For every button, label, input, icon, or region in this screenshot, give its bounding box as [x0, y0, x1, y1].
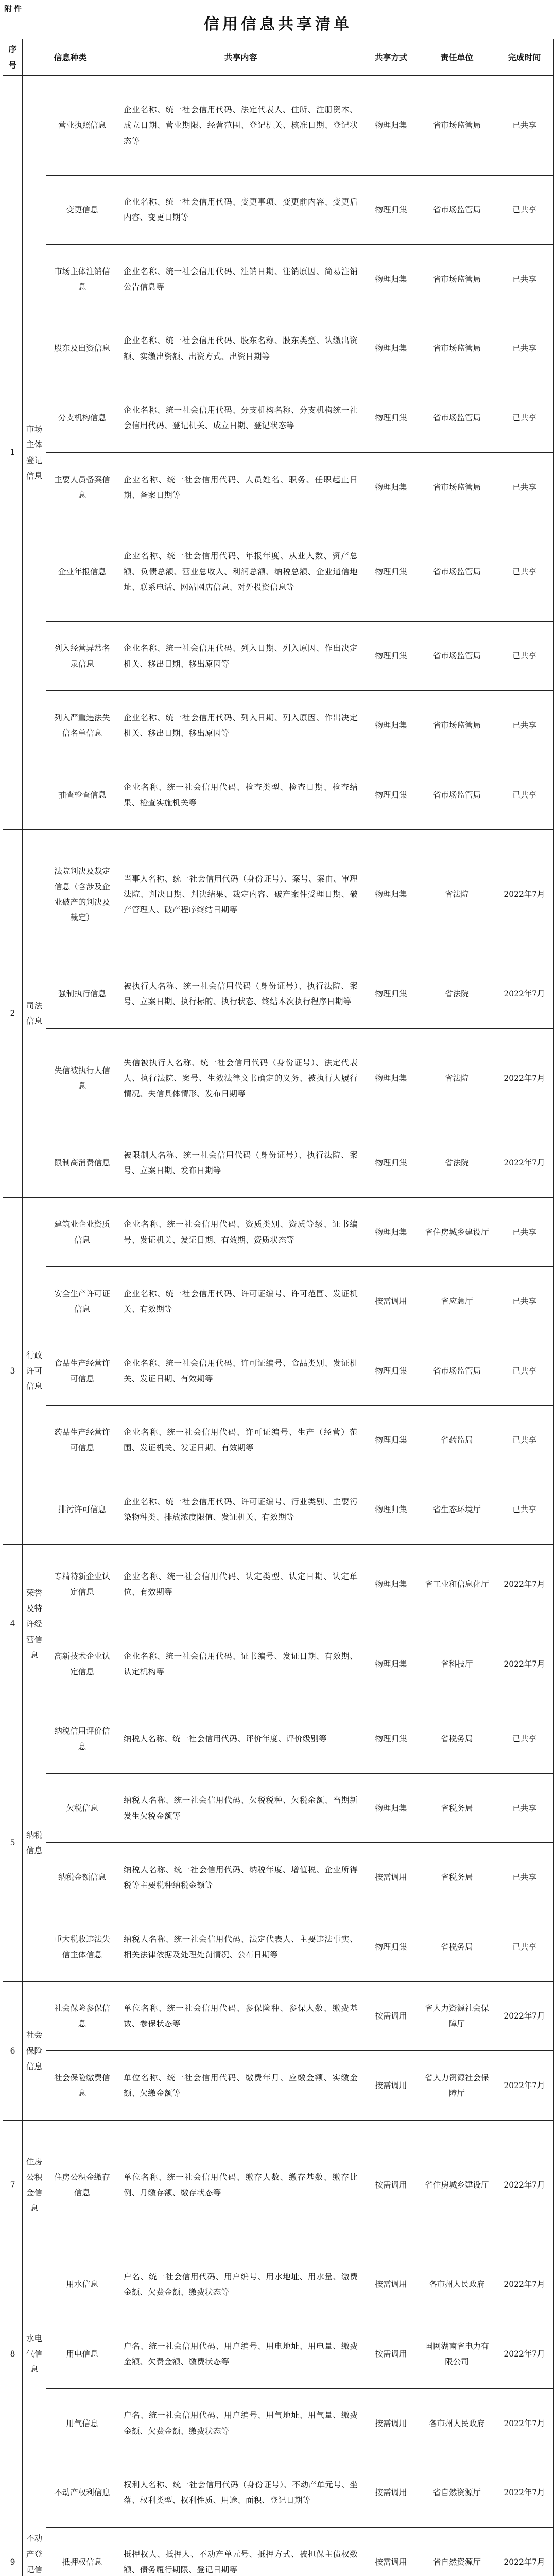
time-cell: 2022年7月: [495, 2120, 554, 2250]
table-row: [3, 1267, 554, 1336]
content-cell: 企业名称、统一社会信用代码、证书编号、发证日期、有效期、认定机构等: [118, 1624, 363, 1704]
header-index: 序号: [3, 39, 23, 76]
method-cell: 物理归集: [363, 1624, 419, 1704]
subcategory-cell: 强制执行信息: [46, 959, 118, 1029]
method-cell: 按需调用: [363, 2319, 419, 2389]
content-cell: 纳税人名称、统一社会信用代码、法定代表人、主要违法事实、相关法律依据及处理处罚情况、公布日期等: [118, 1912, 363, 1982]
time-cell: 已共享: [495, 1475, 554, 1545]
content-cell: 抵押权人、抵押人、不动产单元号、抵押方式、被担保主债权数额、债务履行期限、登记日期等: [118, 2528, 363, 2576]
content-cell: 企业名称、统一社会信用代码、认定类型、认定日期、认定单位、有效期等: [118, 1544, 363, 1624]
table-row: [3, 959, 554, 1029]
time-cell: 已共享: [495, 1197, 554, 1267]
subcategory-cell: 纳税信用评价信息: [46, 1704, 118, 1774]
page-title: 信用信息共享清单: [204, 15, 352, 33]
method-cell: 物理归集: [363, 245, 419, 314]
table-row: [3, 1773, 554, 1843]
subcategory-cell: 分支机构信息: [46, 383, 118, 453]
time-cell: 已共享: [495, 760, 554, 830]
unit-cell: 省人力资源社会保障厅: [419, 2051, 495, 2121]
table-row: [3, 2051, 554, 2121]
subcategory-cell: 股东及出资信息: [46, 314, 118, 383]
appendix-label: 附件: [4, 4, 24, 13]
row-index: 5: [3, 1704, 23, 1981]
header-unit: 责任单位: [419, 39, 495, 76]
method-cell: 物理归集: [363, 383, 419, 453]
content-cell: 企业名称、统一社会信用代码、法定代表人、住所、注册资本、成立日期、营业期限、经营范围、登记机关、核准日期、登记状态等: [118, 76, 363, 175]
time-cell: 2022年7月: [495, 1981, 554, 2051]
category-cell: 住房公积金信息: [23, 2120, 46, 2250]
table-row: [3, 829, 554, 959]
time-cell: 已共享: [495, 76, 554, 175]
subcategory-cell: 社会保险缴费信息: [46, 2051, 118, 2121]
row-index: 4: [3, 1544, 23, 1704]
time-cell: 2022年7月: [495, 2388, 554, 2458]
time-cell: 2022年7月: [495, 2319, 554, 2389]
subcategory-cell: 用水信息: [46, 2250, 118, 2319]
content-cell: 企业名称、统一社会信用代码、许可证编号、生产（经营）范围、发证机关、发证日期、有效期等: [118, 1405, 363, 1475]
subcategory-cell: 建筑业企业资质信息: [46, 1197, 118, 1267]
table-row: [3, 760, 554, 830]
unit-cell: 省自然资源厅: [419, 2528, 495, 2576]
content-cell: 纳税人名称、统一社会信用代码、评价年度、评价级别等: [118, 1704, 363, 1774]
table-row: [3, 1624, 554, 1704]
method-cell: 按需调用: [363, 2120, 419, 2250]
content-cell: 企业名称、统一社会信用代码、人员姓名、职务、任职起止日期、备案日期等: [118, 453, 363, 522]
header-content: 共享内容: [118, 39, 363, 76]
subcategory-cell: 药品生产经营许可信息: [46, 1405, 118, 1475]
subcategory-cell: 用气信息: [46, 2388, 118, 2458]
method-cell: 物理归集: [363, 314, 419, 383]
unit-cell: 国网湖南省电力有限公司: [419, 2319, 495, 2389]
subcategory-cell: 不动产权利信息: [46, 2458, 118, 2528]
subcategory-cell: 安全生产许可证信息: [46, 1267, 118, 1336]
row-index: 1: [3, 76, 23, 829]
unit-cell: 省市场监管局: [419, 691, 495, 760]
method-cell: 物理归集: [363, 1336, 419, 1406]
subcategory-cell: 欠税信息: [46, 1773, 118, 1843]
content-cell: 企业名称、统一社会信用代码、许可证编号、行业类别、主要污染物种类、排放浓度限值、发证机关、有效期等: [118, 1475, 363, 1545]
method-cell: 按需调用: [363, 1267, 419, 1336]
row-index: 6: [3, 1981, 23, 2120]
time-cell: 2022年7月: [495, 1029, 554, 1128]
content-cell: 单位名称、统一社会信用代码、缴存人数、缴存基数、缴存比例、月缴存额、缴存状态等: [118, 2120, 363, 2250]
time-cell: 已共享: [495, 621, 554, 691]
time-cell: 已共享: [495, 453, 554, 522]
content-cell: 企业名称、统一社会信用代码、许可证编号、许可范围、发证机关、有效期等: [118, 1267, 363, 1336]
method-cell: 按需调用: [363, 2528, 419, 2576]
unit-cell: 省工业和信息化厅: [419, 1544, 495, 1624]
time-cell: 已共享: [495, 1773, 554, 1843]
method-cell: 物理归集: [363, 453, 419, 522]
method-cell: 物理归集: [363, 1704, 419, 1774]
table-row: [3, 2458, 554, 2528]
unit-cell: 各市州人民政府: [419, 2388, 495, 2458]
time-cell: 已共享: [495, 1912, 554, 1982]
table-row: [3, 175, 554, 245]
time-cell: 已共享: [495, 383, 554, 453]
method-cell: 物理归集: [363, 760, 419, 830]
unit-cell: 省应急厅: [419, 1267, 495, 1336]
method-cell: 物理归集: [363, 1544, 419, 1624]
method-cell: 物理归集: [363, 691, 419, 760]
time-cell: 已共享: [495, 522, 554, 621]
table-row: [3, 383, 554, 453]
unit-cell: 省科技厅: [419, 1624, 495, 1704]
subcategory-cell: 法院判决及裁定信息（含涉及企业破产的判决及裁定）: [46, 829, 118, 959]
subcategory-cell: 抽查检查信息: [46, 760, 118, 830]
unit-cell: 省市场监管局: [419, 760, 495, 830]
content-cell: 企业名称、统一社会信用代码、分支机构名称、分支机构统一社会信用代码、登记机关、成立日期、登记状态等: [118, 383, 363, 453]
subcategory-cell: 列入经营异常名录信息: [46, 621, 118, 691]
time-cell: 已共享: [495, 1704, 554, 1774]
category-cell: 荣誉及特许经营信息: [23, 1544, 46, 1704]
time-cell: 已共享: [495, 1336, 554, 1406]
content-cell: 纳税人名称、统一社会信用代码、纳税年度、增值税、企业所得税等主要税种纳税金额等: [118, 1843, 363, 1912]
row-index: 8: [3, 2250, 23, 2458]
subcategory-cell: 市场主体注销信息: [46, 245, 118, 314]
subcategory-cell: 抵押权信息: [46, 2528, 118, 2576]
table-row: [3, 2319, 554, 2389]
time-cell: 已共享: [495, 314, 554, 383]
table-row: [3, 1981, 554, 2051]
time-cell: 2022年7月: [495, 2250, 554, 2319]
subcategory-cell: 重大税收违法失信主体信息: [46, 1912, 118, 1982]
content-cell: 纳税人名称、统一社会信用代码、欠税税种、欠税余额、当期新发生欠税金额等: [118, 1773, 363, 1843]
table-row: [3, 1843, 554, 1912]
table-row: [3, 2120, 554, 2250]
table-row: [3, 1029, 554, 1128]
time-cell: 2022年7月: [495, 1128, 554, 1198]
header-method: 共享方式: [363, 39, 419, 76]
content-cell: 企业名称、统一社会信用代码、资质类别、资质等级、证书编号、发证机关、发证日期、有效期、资质状态等: [118, 1197, 363, 1267]
subcategory-cell: 排污许可信息: [46, 1475, 118, 1545]
category-cell: 行政许可信息: [23, 1197, 46, 1544]
table-row: [3, 2528, 554, 2576]
table-row: [3, 1336, 554, 1406]
method-cell: 按需调用: [363, 1981, 419, 2051]
table-row: [3, 1128, 554, 1198]
unit-cell: 省税务局: [419, 1912, 495, 1982]
content-cell: 企业名称、统一社会信用代码、列入日期、列入原因、作出决定机关、移出日期、移出原因等: [118, 621, 363, 691]
table-row: [3, 691, 554, 760]
time-cell: 2022年7月: [495, 829, 554, 959]
category-cell: 水电气信息: [23, 2250, 46, 2458]
method-cell: 物理归集: [363, 621, 419, 691]
content-cell: 企业名称、统一社会信用代码、变更事项、变更前内容、变更后内容、变更日期等: [118, 175, 363, 245]
table-row: [3, 2250, 554, 2319]
content-cell: 权利人名称、统一社会信用代码（身份证号）、不动产单元号、坐落、权利类型、权利性质、用途、面积、登记日期等: [118, 2458, 363, 2528]
table-row: [3, 2388, 554, 2458]
method-cell: 物理归集: [363, 1128, 419, 1198]
subcategory-cell: 变更信息: [46, 175, 118, 245]
credit-info-table: [3, 39, 554, 2576]
row-index: 2: [3, 829, 23, 1197]
method-cell: 物理归集: [363, 1197, 419, 1267]
row-index: 9: [3, 2458, 23, 2576]
content-cell: 户名、统一社会信用代码、用户编号、用气地址、用气量、缴费金额、欠费金额、缴费状态等: [118, 2388, 363, 2458]
subcategory-cell: 高新技术企业认定信息: [46, 1624, 118, 1704]
unit-cell: 省市场监管局: [419, 522, 495, 621]
time-cell: 2022年7月: [495, 2051, 554, 2121]
time-cell: 已共享: [495, 245, 554, 314]
table-row: [3, 1544, 554, 1624]
content-cell: 被限制人名称、统一社会信用代码（身份证号）、执行法院、案号、立案日期、发布日期等: [118, 1128, 363, 1198]
content-cell: 单位名称、统一社会信用代码、缴费年月、应缴金额、实缴金额、欠缴金额等: [118, 2051, 363, 2121]
unit-cell: 省住房城乡建设厅: [419, 1197, 495, 1267]
subcategory-cell: 用电信息: [46, 2319, 118, 2389]
time-cell: 2022年7月: [495, 2528, 554, 2576]
unit-cell: 省市场监管局: [419, 175, 495, 245]
time-cell: 已共享: [495, 691, 554, 760]
subcategory-cell: 食品生产经营许可信息: [46, 1336, 118, 1406]
method-cell: 物理归集: [363, 76, 419, 175]
table-row: [3, 76, 554, 175]
content-cell: 企业名称、统一社会信用代码、注销日期、注销原因、简易注销公告信息等: [118, 245, 363, 314]
method-cell: 物理归集: [363, 1475, 419, 1545]
method-cell: 按需调用: [363, 2388, 419, 2458]
time-cell: 2022年7月: [495, 959, 554, 1029]
method-cell: 按需调用: [363, 2250, 419, 2319]
method-cell: 按需调用: [363, 2051, 419, 2121]
method-cell: 物理归集: [363, 1773, 419, 1843]
subcategory-cell: 主要人员备案信息: [46, 453, 118, 522]
category-cell: 市场主体登记信息: [23, 76, 46, 829]
unit-cell: 省生态环境厅: [419, 1475, 495, 1545]
subcategory-cell: 营业执照信息: [46, 76, 118, 175]
header-time: 完成时间: [495, 39, 554, 76]
method-cell: 物理归集: [363, 175, 419, 245]
time-cell: 2022年7月: [495, 1544, 554, 1624]
category-cell: 不动产登记信: [23, 2458, 46, 2576]
table-row: [3, 1912, 554, 1982]
content-cell: 被执行人名称、统一社会信用代码（身份证号）、执行法院、案号、立案日期、执行标的、执行状态、终结本次执行程序日期等: [118, 959, 363, 1029]
unit-cell: 省人力资源社会保障厅: [419, 1981, 495, 2051]
table-row: [3, 1197, 554, 1267]
table-row: [3, 1405, 554, 1475]
time-cell: 已共享: [495, 1267, 554, 1336]
method-cell: 物理归集: [363, 1912, 419, 1982]
time-cell: 已共享: [495, 1843, 554, 1912]
time-cell: 2022年7月: [495, 2458, 554, 2528]
content-cell: 户名、统一社会信用代码、用户编号、用水地址、用水量、缴费金额、欠费金额、缴费状态等: [118, 2250, 363, 2319]
unit-cell: 省自然资源厅: [419, 2458, 495, 2528]
unit-cell: 省市场监管局: [419, 621, 495, 691]
method-cell: 按需调用: [363, 2458, 419, 2528]
row-index: 3: [3, 1197, 23, 1544]
method-cell: 物理归集: [363, 522, 419, 621]
content-cell: 企业名称、统一社会信用代码、年报年度、从业人数、资产总额、负债总额、营业总收入、利润总额、纳税总额、企业通信地址、联系电话、网站网店信息、对外投资信息等: [118, 522, 363, 621]
table-row: [3, 314, 554, 383]
unit-cell: 省市场监管局: [419, 383, 495, 453]
unit-cell: 省住房城乡建设厅: [419, 2120, 495, 2250]
time-cell: 已共享: [495, 175, 554, 245]
method-cell: 物理归集: [363, 1029, 419, 1128]
content-cell: 当事人名称、统一社会信用代码（身份证号）、案号、案由、审理法院、判决日期、判决结果、裁定内容、破产案件受理日期、破产管理人、破产程序终结日期等: [118, 829, 363, 959]
category-cell: 纳税信息: [23, 1704, 46, 1981]
row-index: 7: [3, 2120, 23, 2250]
unit-cell: 省法院: [419, 1029, 495, 1128]
table-row: [3, 245, 554, 314]
subcategory-cell: 社会保险参保信息: [46, 1981, 118, 2051]
unit-cell: 省市场监管局: [419, 314, 495, 383]
subcategory-cell: 限制高消费信息: [46, 1128, 118, 1198]
header-category: 信息种类: [23, 39, 118, 76]
content-cell: 企业名称、统一社会信用代码、股东名称、股东类型、认缴出资额、实缴出资额、出资方式、出资日期等: [118, 314, 363, 383]
unit-cell: 省法院: [419, 959, 495, 1029]
content-cell: 企业名称、统一社会信用代码、列入日期、列入原因、作出决定机关、移出日期、移出原因等: [118, 691, 363, 760]
unit-cell: 各市州人民政府: [419, 2250, 495, 2319]
table-row: [3, 1704, 554, 1774]
unit-cell: 省税务局: [419, 1773, 495, 1843]
content-cell: 户名、统一社会信用代码、用户编号、用电地址、用电量、缴费金额、欠费金额、缴费状态等: [118, 2319, 363, 2389]
table-row: [3, 453, 554, 522]
table-row: [3, 522, 554, 621]
unit-cell: 省税务局: [419, 1704, 495, 1774]
subcategory-cell: 失信被执行人信息: [46, 1029, 118, 1128]
method-cell: 按需调用: [363, 1843, 419, 1912]
unit-cell: 省法院: [419, 829, 495, 959]
unit-cell: 省法院: [419, 1128, 495, 1198]
unit-cell: 省市场监管局: [419, 245, 495, 314]
subcategory-cell: 列入严重违法失信名单信息: [46, 691, 118, 760]
table-body: [3, 76, 554, 2576]
unit-cell: 省市场监管局: [419, 76, 495, 175]
table-row: [3, 1475, 554, 1545]
subcategory-cell: 企业年报信息: [46, 522, 118, 621]
method-cell: 物理归集: [363, 829, 419, 959]
category-cell: 社会保险信息: [23, 1981, 46, 2120]
unit-cell: 省市场监管局: [419, 453, 495, 522]
content-cell: 企业名称、统一社会信用代码、检查类型、检查日期、检查结果、检查实施机关等: [118, 760, 363, 830]
table-header-row: [3, 39, 554, 76]
table-row: [3, 621, 554, 691]
content-cell: 失信被执行人名称、统一社会信用代码（身份证号）、法定代表人、执行法院、案号、生效法律文书确定的义务、被执行人履行情况、失信具体情形、发布日期等: [118, 1029, 363, 1128]
subcategory-cell: 纳税金额信息: [46, 1843, 118, 1912]
category-cell: 司法信息: [23, 829, 46, 1197]
unit-cell: 省税务局: [419, 1843, 495, 1912]
subcategory-cell: 专精特新企业认定信息: [46, 1544, 118, 1624]
unit-cell: 省药监局: [419, 1405, 495, 1475]
content-cell: 单位名称、统一社会信用代码、参保险种、参保人数、缴费基数、参保状态等: [118, 1981, 363, 2051]
content-cell: 企业名称、统一社会信用代码、许可证编号、食品类别、发证机关、发证日期、有效期等: [118, 1336, 363, 1406]
method-cell: 物理归集: [363, 1405, 419, 1475]
subcategory-cell: 住房公积金缴存信息: [46, 2120, 118, 2250]
time-cell: 已共享: [495, 1405, 554, 1475]
method-cell: 物理归集: [363, 959, 419, 1029]
unit-cell: 省市场监管局: [419, 1336, 495, 1406]
time-cell: 2022年7月: [495, 1624, 554, 1704]
